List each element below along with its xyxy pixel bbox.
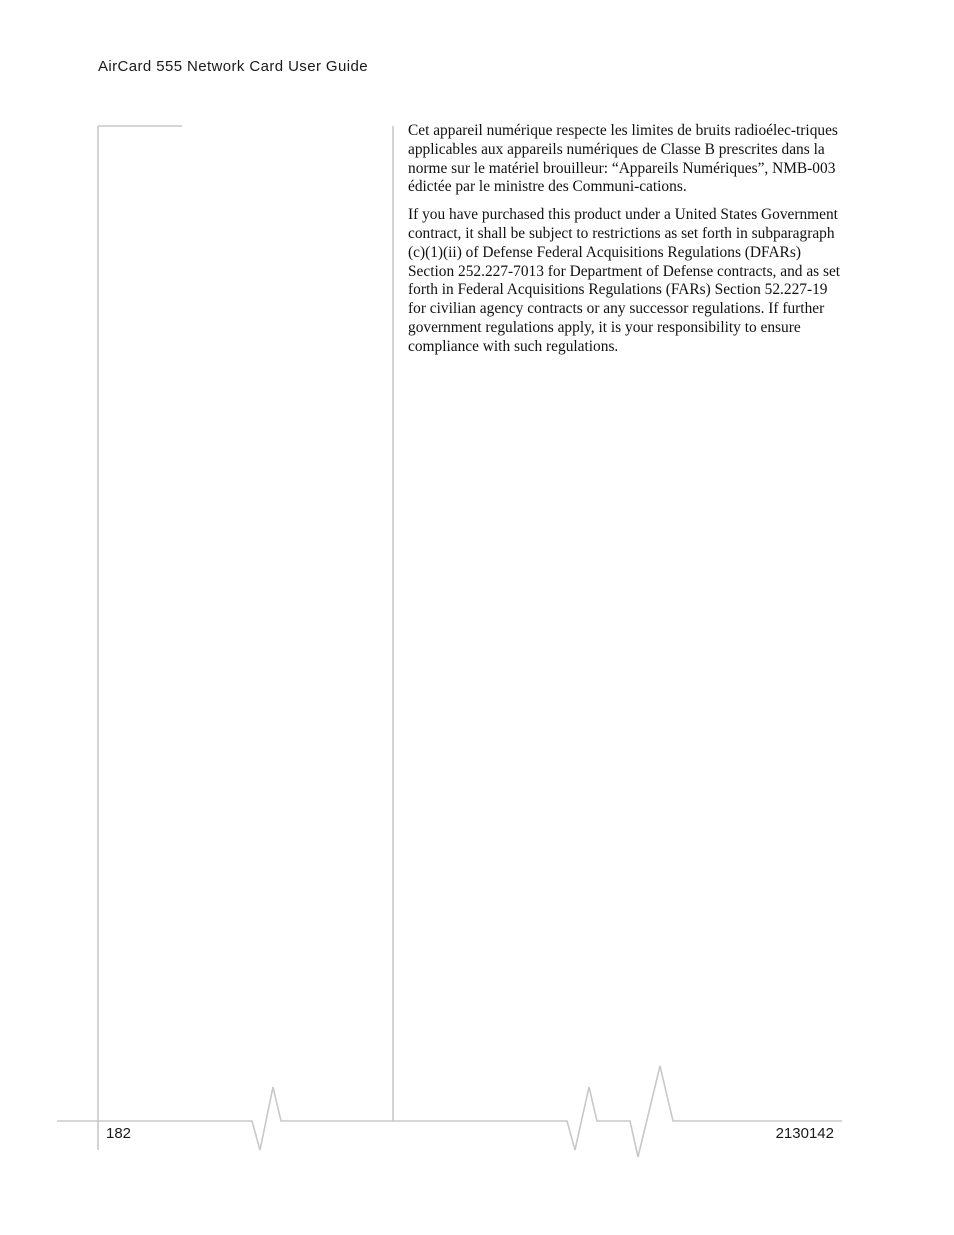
running-header: AirCard 555 Network Card User Guide: [98, 58, 368, 75]
paragraph-government-rights: If you have purchased this product under a United States Government contract, it shall be subject to restrictions as set forth in subparagraph (c)(1)(ii) of Defense Federal Acquisitions Regulations (DFARs) Section 252.227-7013 for Department of Defense contracts, and as set forth in Federal Acquisitions Regulations (FARs) Section 52.227-19 for civilian agency contracts or any successor regulations. If further government regulations apply, it is your responsibility to ensure compliance with such regulations.: [408, 206, 841, 355]
body-text: [408, 122, 844, 366]
bottom-heartbeat-rule: [57, 1066, 842, 1157]
page-number: 182: [106, 1125, 132, 1142]
document-number: 2130142: [775, 1125, 834, 1142]
paragraph-french-notice: Cet appareil numérique respecte les limites de bruits radioélec-triques applicables aux appareils numériques de Classe B prescrites dans la norme sur le matériel brouilleur: “Appareils Numériques”, NMB-003 édictée par le ministre des Communi-cations.: [408, 122, 838, 196]
